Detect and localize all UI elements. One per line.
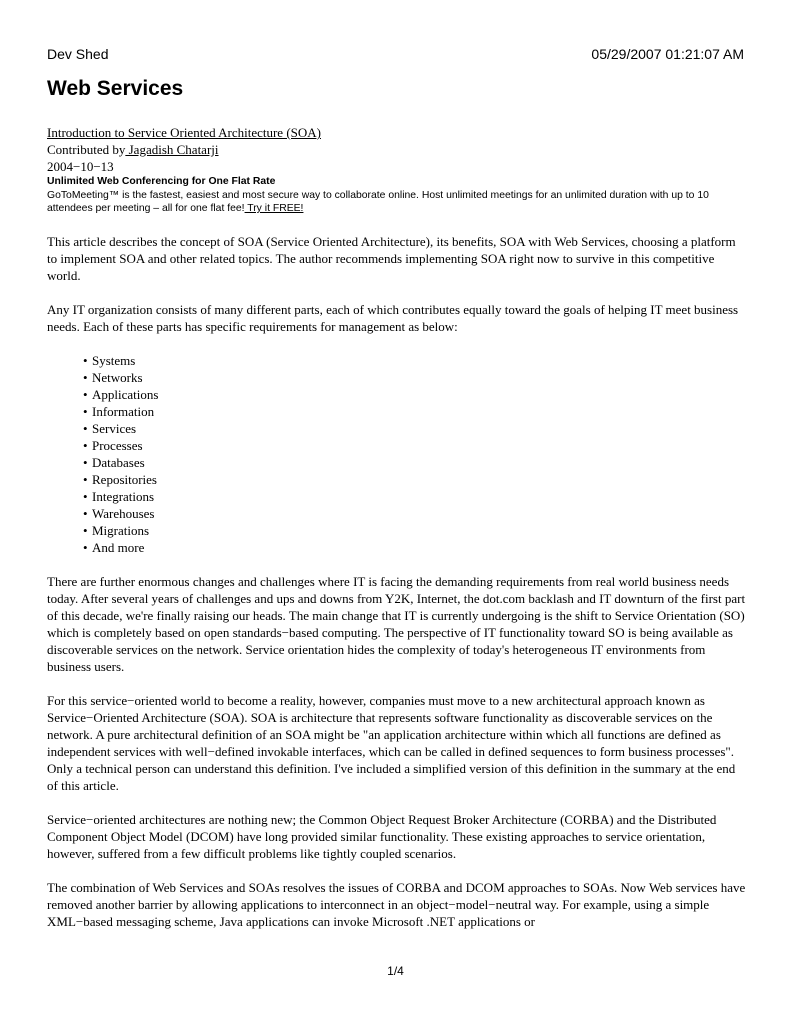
list-item: • Repositories	[83, 471, 157, 487]
page-header	[47, 45, 744, 63]
list-item: • Applications	[83, 386, 159, 402]
list-item: • Networks	[83, 369, 143, 385]
print-datetime: 05/29/2007 01:21:07 AM	[591, 46, 744, 62]
paragraph-web-services: The combination of Web Services and SOAs resolves the issues of CORBA and DCOM approaches to SOAs. Now Web services have removed another barrier by allowing applications to interconnect in an object−model−neutral way. For example, using a simple XML−based messaging scheme, Java applications can invoke Microsoft .NET applications or	[47, 879, 746, 929]
paragraph-soa-definition: For this service−oriented world to become a reality, however, companies must move to a new architectural approach known as Service−Oriented Architecture (SOA). SOA is architecture that represents software functionality as discoverable services on the network. A pure architectural definition of an SOA might be "an application architecture within which all functions are defined as independent services with well−defined invokable interfaces, which can be called in defined sequences to form business processes". Only a technical person can understand this definition. I've included a simplified version of this definition in the summary at the end of this article.	[47, 692, 736, 793]
list-item: • Information	[83, 403, 155, 419]
promo-link[interactable]: Try it FREE!	[244, 203, 304, 215]
list-item: • And more	[83, 539, 145, 555]
list-item: • Processes	[83, 437, 143, 453]
list-item: • Databases	[83, 454, 145, 470]
byline	[47, 141, 747, 158]
management-areas-list	[47, 352, 747, 556]
article-title-link[interactable]: Introduction to Service Oriented Architecture (SOA)	[47, 125, 321, 140]
list-item: • Migrations	[83, 522, 150, 538]
paragraph-changes: There are further enormous changes and challenges where IT is facing the demanding requirements from real world business needs today. After several years of challenges and ups and downs from Y2K, Internet, the dot.com backlash and IT downturn of the first part of this decade, we're finally raising our heads. The main change that IT is currently undergoing is the shift to Service Orientation (SO) which is completely based on open standards−based computing. The perspective of IT functionality toward SO is being available as discoverable services on the network. Service orientation hides the complexity of today's heterogeneous IT environments from business users.	[47, 573, 746, 674]
paragraph-it-organization: Any IT organization consists of many different parts, each of which contributes equally toward the goals of helping IT meet business needs. Each of these parts has specific requirements for management as below:	[47, 301, 739, 334]
sponsor-promo	[47, 175, 747, 216]
page-number: 1/4	[387, 964, 404, 978]
list-item: • Systems	[83, 352, 136, 368]
promo-text: GoToMeeting™ is the fastest, easiest and most secure way to collaborate online. Host unlimited meetings for an unlimited duration with up to 10 attendees per meeting – all for one flat fee!	[47, 189, 709, 215]
paragraph-corba-dcom: Service−oriented architectures are nothing new; the Common Object Request Broker Architecture (CORBA) and the Distributed Component Object Model (DCOM) have long provided similar functionality. These existing approaches to service orientation, however, suffered from a few difficult problems like tightly coupled scenarios.	[47, 811, 717, 861]
article-body	[47, 124, 747, 930]
promo-title: Unlimited Web Conferencing for One Flat Rate	[47, 176, 276, 187]
list-item: • Integrations	[83, 488, 155, 504]
page-title: Web Services	[47, 77, 184, 100]
article-date: 2004−10−13	[47, 159, 114, 174]
contributed-by-label: Contributed by	[47, 142, 126, 157]
list-item: • Services	[83, 420, 137, 436]
site-name: Dev Shed	[47, 46, 109, 62]
author-link[interactable]: Jagadish Chatarji	[125, 142, 219, 157]
paragraph-intro: This article describes the concept of SOA (Service Oriented Architecture), its benefits, SOA with Web Services, choosing a platform to implement SOA and other related topics. The author recommends implementing SOA right now to survive in this competitive world.	[47, 233, 736, 283]
list-item: • Warehouses	[83, 505, 155, 521]
